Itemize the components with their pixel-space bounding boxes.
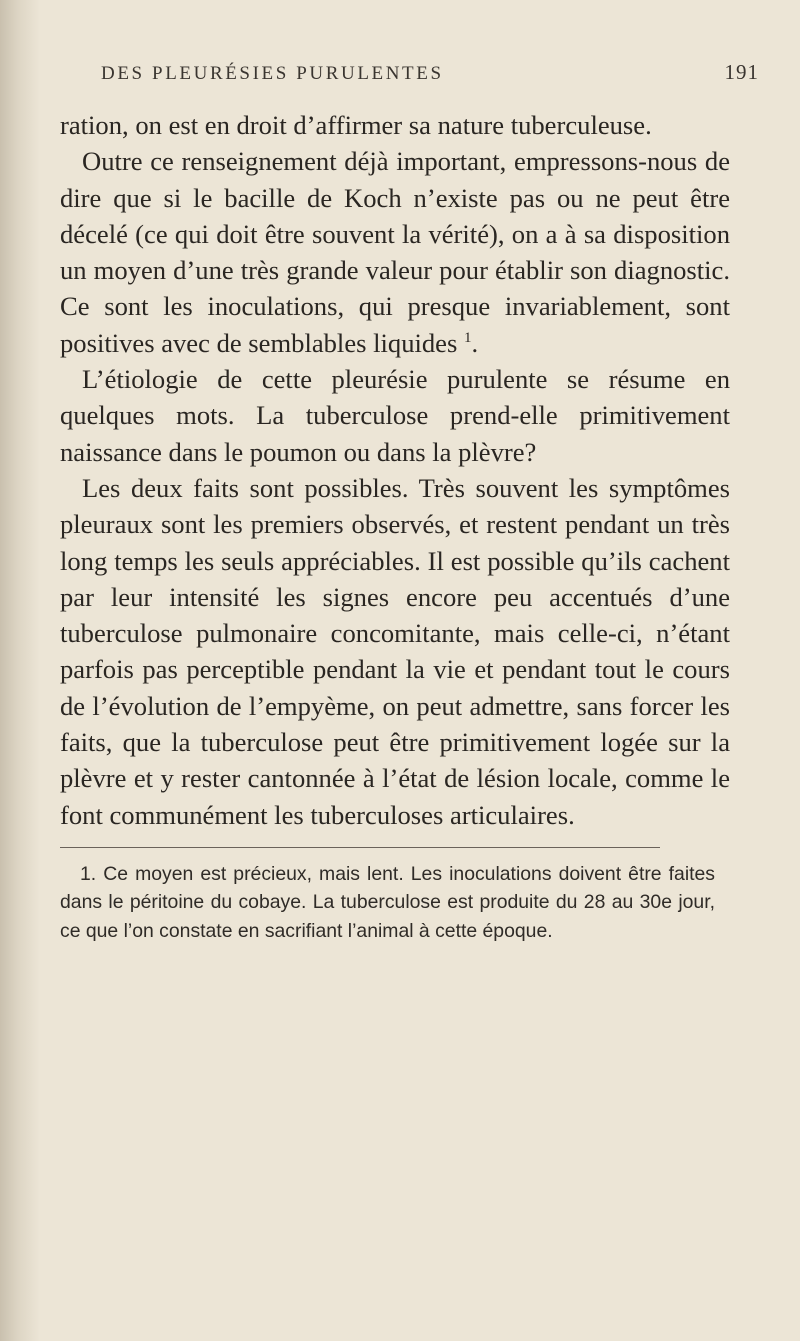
paragraph-2-end: .	[471, 327, 479, 358]
paragraph-4: Les deux faits sont possibles. Très souvent les symptômes pleuraux sont les premiers observés, et restent pendant un très long temps les seuls appréciables. Il est possible qu’ils cachent par leur intensité les signes encore peu accentués d’une tuberculose pulmonaire concomitante, mais celle-ci, n’étant parfois pas perceptible pendant la vie et pendant tout le cours de l’évolution de l’empyème, on peut admettre, sans forcer les faits, que la tuberculose peut être primitivement logée sur la plèvre et y rester cantonnée à l’état de lésion locale, comme le font communément les tuberculoses articulaires.	[60, 472, 730, 830]
paragraph-2-text: Outre ce renseignement déjà important, empressons-nous de dire que si le bacille de Koch n’existe pas ou ne peut être décelé (ce qui doit être souvent la vérité), on a à sa disposition un moyen d’une très grande valeur pour établir son diagnostic. Ce sont les inoculations, qui presque invariablement, sont positives avec de semblables liquides	[60, 146, 730, 358]
body-text	[60, 107, 730, 833]
footnote-reference: 1	[464, 329, 472, 346]
paragraph-3: L’étiologie de cette pleurésie purulente se résume en quelques mots. La tuberculose prend-elle primitivement naissance dans le poumon ou dans la plèvre?	[60, 364, 730, 467]
page-number: 191	[724, 60, 759, 84]
paragraph-2	[60, 143, 730, 361]
book-page	[60, 60, 760, 945]
paragraph-1: ration, on est en droit d’affirmer sa nature tuberculeuse.	[60, 110, 652, 140]
running-title: DES PLEURÉSIES PURULENTES	[101, 63, 444, 84]
running-head	[101, 60, 759, 85]
footnote: 1. Ce moyen est précieux, mais lent. Les inoculations doivent être faites dans le péritoine du cobaye. La tuberculose est produite du 28 au 30e jour, ce que l’on constate en sacrifiant l’animal à cette époque.	[60, 862, 715, 942]
page-edge-shadow	[0, 0, 40, 1341]
footnote-rule	[60, 847, 660, 848]
